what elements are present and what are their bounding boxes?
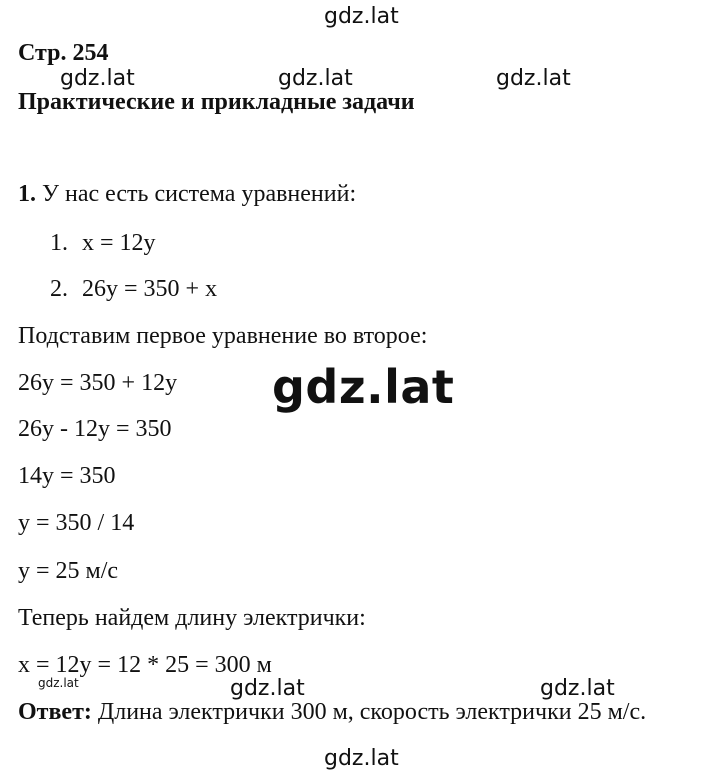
- answer-label: Ответ:: [18, 699, 92, 725]
- step-line: y = 350 / 14: [18, 510, 135, 536]
- task-intro: [18, 180, 356, 208]
- watermark-footer: gdz.lat: [324, 746, 399, 771]
- page-number: Стр. 254: [18, 40, 109, 66]
- answer-line: [18, 698, 646, 726]
- task-intro-text: У нас есть система уравнений:: [36, 181, 357, 207]
- equation-number: 2.: [50, 276, 68, 302]
- watermark-large: gdz.lat: [272, 360, 455, 414]
- step-line: 26y = 350 + 12y: [18, 370, 178, 396]
- step-line: 14y = 350: [18, 463, 116, 489]
- watermark-right: gdz.lat: [496, 66, 571, 91]
- equation-item: [50, 275, 217, 303]
- watermark-top: gdz.lat: [324, 4, 399, 29]
- watermark-bottom-center: gdz.lat: [230, 676, 305, 701]
- equation-text: x = 12y: [82, 230, 156, 256]
- length-intro: Теперь найдем длину электрички:: [18, 605, 366, 631]
- equation-text: 26y = 350 + x: [82, 276, 218, 302]
- equation-number: 1.: [50, 230, 68, 256]
- watermark-center: gdz.lat: [278, 66, 353, 91]
- task-number: 1.: [18, 181, 36, 207]
- section-title: Практические и прикладные задачи: [18, 89, 415, 115]
- watermark-small: gdz.lat: [38, 676, 79, 690]
- watermark-left: gdz.lat: [60, 66, 135, 91]
- equation-item: [50, 229, 156, 257]
- substitute-text: Подставим первое уравнение во второе:: [18, 323, 428, 349]
- watermark-bottom-right: gdz.lat: [540, 676, 615, 701]
- answer-text: Длина электрички 300 м, скорость электрички 25 м/с.: [91, 699, 647, 725]
- length-calc: x = 12y = 12 * 25 = 300 м: [18, 652, 272, 678]
- step-line: y = 25 м/с: [18, 558, 119, 584]
- step-line: 26y - 12y = 350: [18, 416, 172, 442]
